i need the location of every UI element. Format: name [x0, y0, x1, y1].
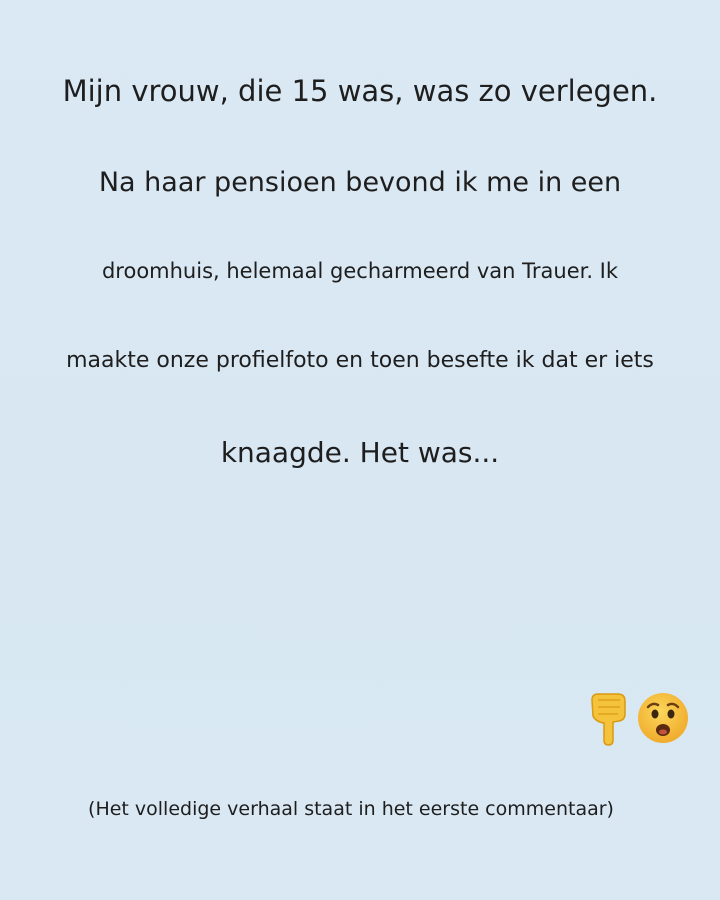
emoji-row	[588, 690, 690, 746]
story-line-2: Na haar pensioen bevond ik me in een	[98, 167, 622, 198]
story-line-4: maakte onze profielfoto en toen besefte ik dat er iets	[66, 348, 654, 373]
footer-note: (Het volledige verhaal staat in het eerste commentaar)	[88, 798, 614, 820]
story-line-5: knaagde. Het was...	[220, 436, 500, 469]
pointing-down-hand-icon	[588, 690, 632, 746]
story-line-1: Mijn vrouw, die 15 was, was zo verlegen.	[62, 74, 658, 108]
worried-face-icon	[636, 691, 690, 745]
story-line-3: droomhuis, helemaal gecharmeerd van Trauer. Ik	[101, 259, 619, 283]
